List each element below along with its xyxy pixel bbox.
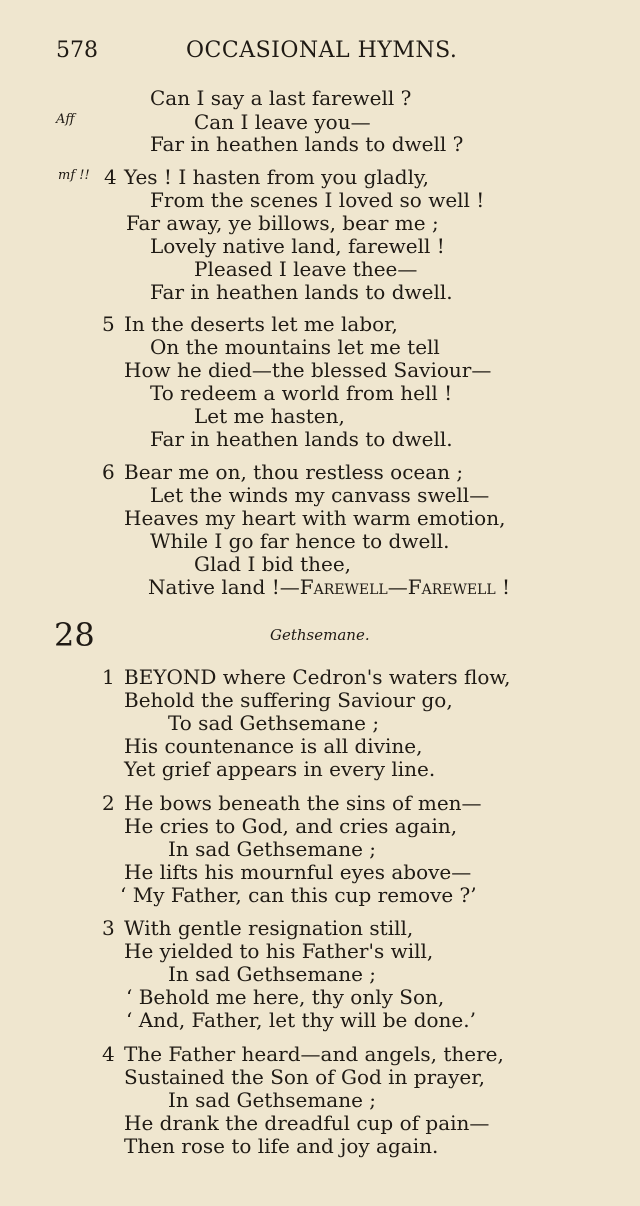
- stanza-number: 4: [102, 1042, 115, 1066]
- verse-line: ‘ And, Father, let thy will be done.’: [126, 1008, 476, 1032]
- verse-line-final: [148, 577, 510, 597]
- stanza-number: 3: [102, 916, 115, 940]
- stanza-number: 6: [102, 460, 115, 484]
- stanza-number: 2: [102, 791, 115, 815]
- verse-line: Yes ! I hasten from you gladly,: [124, 165, 429, 189]
- verse-line-text: Native land !—: [148, 575, 300, 599]
- verse-line: ‘ My Father, can this cup remove ?’: [120, 883, 477, 907]
- verse-line: He cries to God, and cries again,: [124, 814, 458, 838]
- verse-line: In sad Gethsemane ;: [168, 962, 377, 986]
- hymn-number: 28: [54, 616, 95, 654]
- stanza-number: 1: [102, 665, 115, 689]
- hymn-title: Gethsemane.: [270, 626, 370, 644]
- verse-line: Then rose to life and joy again.: [124, 1134, 439, 1158]
- verse-line: The Father heard—and angels, there,: [124, 1042, 504, 1066]
- verse-line: Let me hasten,: [194, 404, 345, 428]
- dynamic-mark-mf: mf !!: [58, 168, 90, 183]
- verse-line: Glad I bid thee,: [194, 552, 352, 576]
- verse-line: In the deserts let me labor,: [124, 312, 398, 336]
- verse-line: Far in heathen lands to dwell.: [150, 427, 453, 451]
- verse-line: He yielded to his Father's will,: [124, 939, 434, 963]
- verse-line: With gentle resignation still,: [124, 916, 414, 940]
- verse-line: He drank the dreadful cup of pain—: [124, 1111, 490, 1135]
- farewell-small-caps: Farewell—Farewell !: [299, 575, 511, 599]
- verse-line: To sad Gethsemane ;: [168, 711, 380, 735]
- verse-line: His countenance is all divine,: [124, 734, 423, 758]
- running-title: OCCASIONAL HYMNS.: [186, 38, 458, 63]
- verse-line: Yet grief appears in every line.: [124, 757, 436, 781]
- verse-line: Far in heathen lands to dwell ?: [150, 132, 464, 156]
- verse-line: BEYOND where Cedron's waters flow,: [124, 665, 511, 689]
- page-number: 578: [56, 38, 98, 63]
- verse-line: He bows beneath the sins of men—: [124, 791, 482, 815]
- dynamic-mark-aff: Aff: [56, 112, 75, 127]
- verse-line: To redeem a world from hell !: [150, 381, 453, 405]
- verse-line: Pleased I leave thee—: [194, 257, 418, 281]
- verse-line: Can I say a last farewell ?: [150, 86, 412, 110]
- verse-line: Far away, ye billows, bear me ;: [126, 211, 439, 235]
- verse-line: From the scenes I loved so well !: [150, 188, 485, 212]
- verse-line: Lovely native land, farewell !: [150, 234, 445, 258]
- verse-line: On the mountains let me tell: [150, 335, 440, 359]
- stanza-number: 5: [102, 312, 115, 336]
- verse-line: Bear me on, thou restless ocean ;: [124, 460, 464, 484]
- verse-line: He lifts his mournful eyes above—: [124, 860, 472, 884]
- verse-line: While I go far hence to dwell.: [150, 529, 450, 553]
- verse-line: How he died—the blessed Saviour—: [124, 358, 492, 382]
- verse-line: Heaves my heart with warm emotion,: [124, 506, 506, 530]
- verse-line: Sustained the Son of God in prayer,: [124, 1065, 485, 1089]
- verse-line: Can I leave you—: [194, 110, 371, 134]
- verse-line: ‘ Behold me here, thy only Son,: [126, 985, 445, 1009]
- verse-line: Behold the suffering Saviour go,: [124, 688, 453, 712]
- verse-line: In sad Gethsemane ;: [168, 837, 377, 861]
- verse-line: In sad Gethsemane ;: [168, 1088, 377, 1112]
- verse-line: Let the winds my canvass swell—: [150, 483, 490, 507]
- stanza-number: 4: [104, 165, 117, 189]
- verse-line: Far in heathen lands to dwell.: [150, 280, 453, 304]
